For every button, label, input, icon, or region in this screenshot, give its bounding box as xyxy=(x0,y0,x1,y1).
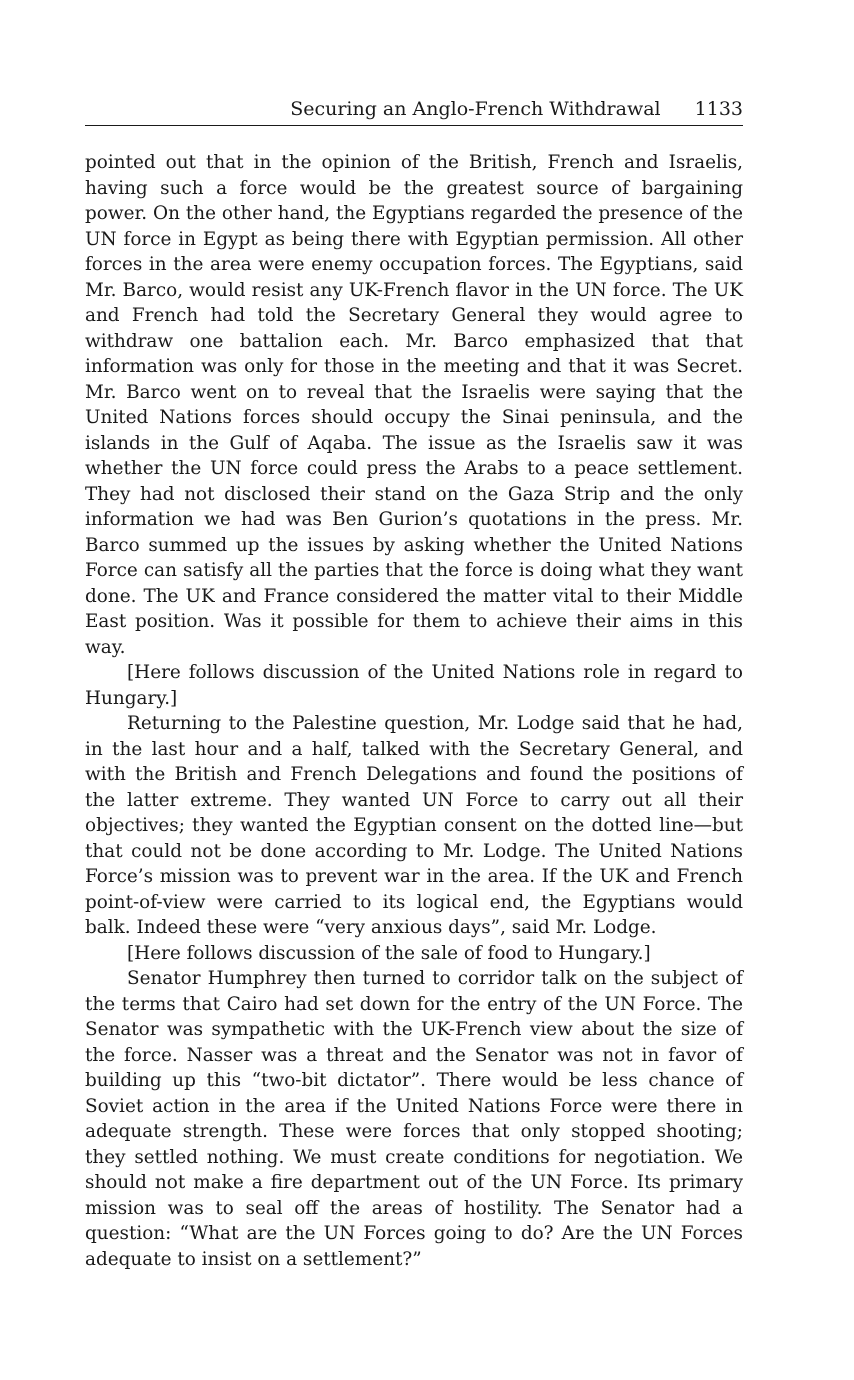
running-header xyxy=(85,95,743,126)
editorial-note-hungary-role: [Here follows discussion of the United Nations role in regard to Hungary.] xyxy=(85,662,743,709)
document-page xyxy=(85,95,743,1272)
document-body xyxy=(85,150,743,1272)
paragraph-lodge: Returning to the Palestine question, Mr. Lodge said that he had, in the last hour and a half, talked with the Secretary General, and with the British and French Delegations and found the positions of the latter extreme. They wanted UN Force to carry out all their objectives; they wanted the Egyptian consent on the dotted line—but that could not be done according to Mr. Lodge. The United Nations Force’s mission was to prevent war in the area. If the UK and French point-of-view were carried to its logical end, the Egyptians would balk. Indeed these were “very anxious days”, said Mr. Lodge. xyxy=(85,713,743,938)
editorial-note-food-sale: [Here follows discussion of the sale of food to Hungary.] xyxy=(127,942,651,964)
running-title: Securing an Anglo-French Withdrawal xyxy=(290,98,661,120)
paragraph-continued: pointed out that in the opinion of the British, French and Israelis, having such a force would be the greatest source of bargaining power. On the other hand, the Egyptians regarded the presence of the UN force in Egypt as being there with Egyptian permission. All other forces in the area were enemy occupation forces. The Egyptians, said Mr. Barco, would resist any UK-French flavor in the UN force. The UK and French had told the Secretary General they would agree to withdraw one battalion each. Mr. Barco emphasized that that information was only for those in the meeting and that it was Secret. Mr. Barco went on to reveal that the Israelis were saying that the United Nations forces should occupy the Sinai peninsula, and the islands in the Gulf of Aqaba. The issue as the Israelis saw it was whether the UN force could press the Arabs to a peace settlement. They had not disclosed their stand on the Gaza Strip and the only information we had was Ben Gurion’s quotations in the press. Mr. Barco summed up the issues by asking whether the United Nations Force can satisfy all the parties that the force is doing what they want done. The UK and France considered the matter vital to their Middle East position. Was it possible for them to achieve their aims in this way. xyxy=(85,152,743,658)
paragraph-humphrey: Senator Humphrey then turned to corridor talk on the subject of the terms that Cairo had set down for the entry of the UN Force. The Senator was sympathetic with the UK-French view about the size of the force. Nasser was a threat and the Senator was not in favor of building up this “two-bit dictator”. There would be less chance of Soviet action in the area if the United Nations Force were there in adequate strength. These were forces that only stopped shooting; they settled nothing. We must create conditions for negotiation. We should not make a fire department out of the UN Force. Its primary mission was to seal off the areas of hostility. The Senator had a question: “What are the UN Forces going to do? Are the UN Forces adequate to insist on a settlement?” xyxy=(85,968,743,1270)
page-number: 1133 xyxy=(694,98,743,120)
